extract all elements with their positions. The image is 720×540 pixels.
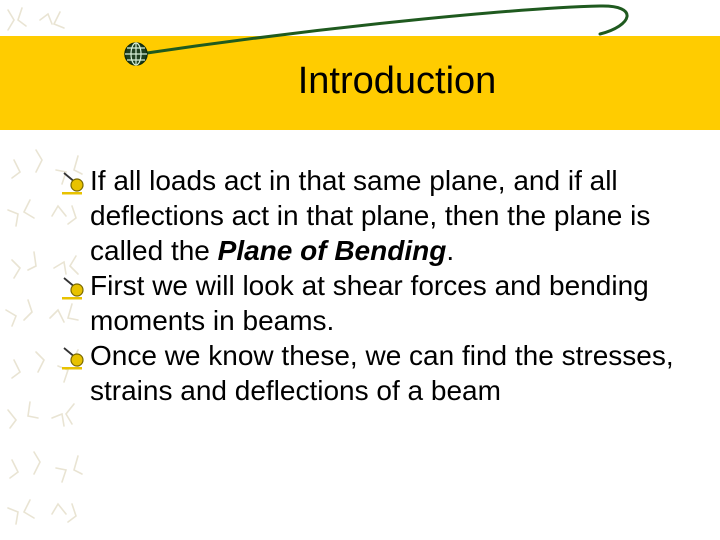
bullet-text: If all loads act in that same plane, and if all deflections act in that plane, then the plane is called the [90,165,651,266]
bullet-pin-icon [60,344,84,370]
bullet-pin-icon [60,274,84,300]
bullet-list [60,163,680,408]
bullet-item [60,338,680,408]
bullet-text: Once we know these, we can find the stresses, strains and deflections of a beam [90,340,674,406]
bullet-item [60,268,680,338]
bullet-pin-icon [60,169,84,195]
bullet-text-end: . [446,235,455,266]
bullet-emphasis: Plane of Bending [217,235,447,266]
slide-title: Introduction [297,60,497,102]
bullet-text: First we will look at shear forces and bending moments in beams. [90,270,649,336]
bullet-item [60,163,680,268]
